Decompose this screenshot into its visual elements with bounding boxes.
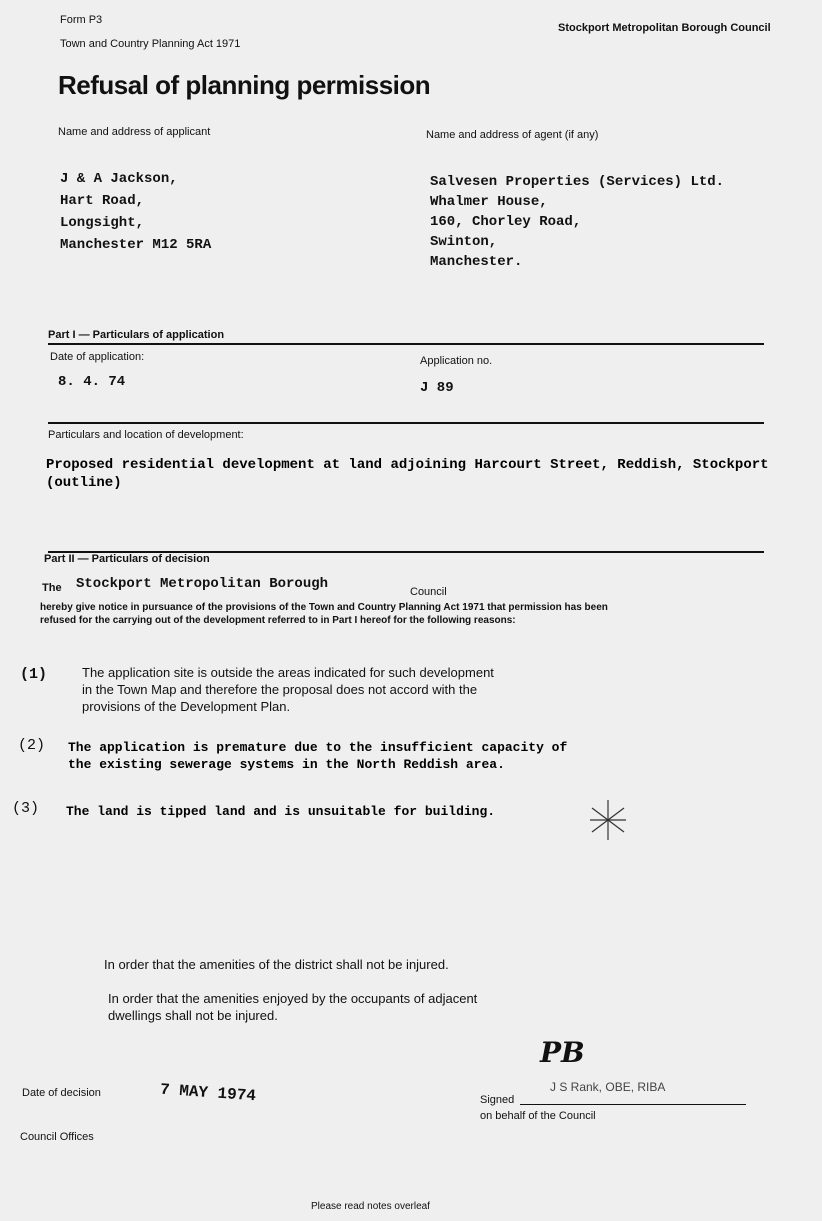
deciding-council: Stockport Metropolitan Borough	[76, 576, 329, 592]
location-text: Proposed residential development at land adjoining Harcourt Street, Reddish, Stockport (outline)	[46, 457, 769, 491]
applicant-line: Hart Road,	[60, 193, 145, 209]
agent-line: 160, Chorley Road,	[430, 214, 582, 230]
date-of-decision-label: Date of decision	[22, 1087, 101, 1099]
application-number-label: Application no.	[420, 355, 493, 367]
reason-text: The application site is outside the areas indicated for such development in the Town Map and therefore the proposal does not accord with the provisions of the Development Plan.	[82, 665, 494, 714]
signatory-name: J S Rank, OBE, RIBA	[550, 1080, 666, 1094]
notes-overleaf: Please read notes overleaf	[311, 1201, 430, 1212]
agent-line: Swinton,	[430, 234, 498, 250]
amenity-reason: In order that the amenities enjoyed by the occupants of adjacent dwellings shall not be injured.	[108, 991, 478, 1023]
form-number: Form P3	[60, 14, 103, 26]
applicant-label: Name and address of applicant	[58, 126, 211, 138]
signature-initials: PB	[540, 1036, 585, 1069]
asterisk-mark-icon	[588, 798, 628, 842]
on-behalf-label: on behalf of the Council	[480, 1110, 596, 1122]
reason-number: (3)	[12, 800, 40, 817]
council-offices: Council Offices	[20, 1131, 94, 1143]
council-word: Council	[410, 586, 447, 598]
decision-date-stamp: 7 MAY 1974	[159, 1080, 257, 1106]
council-name: Stockport Metropolitan Borough Council	[558, 22, 771, 34]
agent-line: Manchester.	[430, 254, 523, 270]
date-of-application-value: 8. 4. 74	[58, 374, 126, 390]
reason-number: (1)	[20, 666, 48, 683]
date-of-application-label: Date of application:	[50, 351, 145, 363]
part1-heading: Part I — Particulars of application	[48, 329, 225, 341]
divider	[48, 343, 764, 345]
the-word: The	[42, 582, 62, 594]
agent-line: Whalmer House,	[430, 194, 548, 210]
agent-line: Salvesen Properties (Services) Ltd.	[430, 174, 725, 190]
amenity-reason: In order that the amenities of the district shall not be injured.	[104, 957, 449, 972]
applicant-line: Manchester M12 5RA	[60, 237, 212, 253]
act-title: Town and Country Planning Act 1971	[60, 38, 241, 50]
signature-line	[520, 1104, 746, 1105]
signed-label: Signed	[480, 1094, 515, 1106]
location-label: Particulars and location of development:	[48, 429, 244, 441]
decision-notice: hereby give notice in pursuance of the provisions of the Town and Country Planning Act 1971 that permission has been refused for the carrying out of the development referred to in Part I hereof for the following reasons:	[40, 602, 608, 626]
application-number-value: J 89	[420, 380, 454, 396]
reason-text: The application is premature due to the insufficient capacity of the existing sewerage systems in the North Reddish area.	[68, 740, 568, 772]
reason-text: The land is tipped land and is unsuitable for building.	[66, 804, 496, 819]
agent-address	[430, 172, 724, 272]
page-title: Refusal of planning permission	[58, 70, 431, 100]
applicant-address	[60, 168, 211, 256]
reason-number: (2)	[18, 737, 46, 754]
divider	[48, 422, 764, 424]
part2-heading: Part II — Particulars of decision	[44, 553, 210, 565]
applicant-line: Longsight,	[60, 215, 145, 231]
applicant-line: J & A Jackson,	[60, 171, 178, 187]
agent-label: Name and address of agent (if any)	[426, 129, 599, 141]
